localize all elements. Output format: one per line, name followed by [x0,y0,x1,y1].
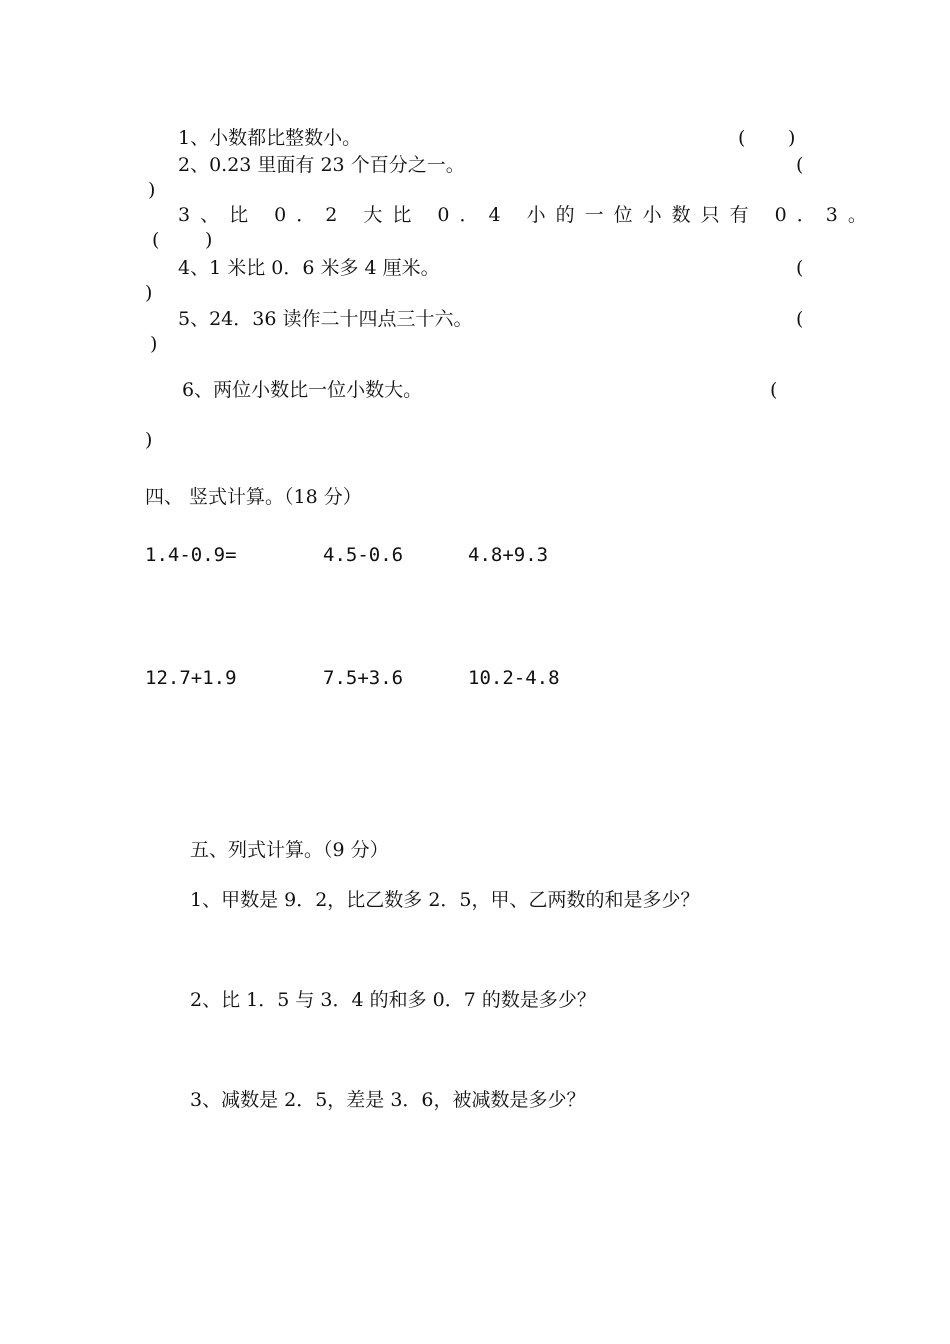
judge-q3-close-paren: ) [205,229,213,251]
judge-q2-open-paren: ( [796,154,804,176]
calc-r2-c2: 7.5+3.6 [323,667,404,689]
judge-q1-open-paren: ( [738,127,746,149]
judge-q1-close-paren: ) [788,127,796,149]
judge-q6-open-paren: ( [770,379,778,401]
judge-q2-close-paren: ) [148,179,156,201]
judge-q3-open-paren: ( [152,229,160,251]
judge-q6-close-paren: ) [145,429,153,451]
judge-q5-close-paren: ) [150,333,158,355]
calc-r1-c1: 1.4-0.9= [145,544,237,566]
calc-r1-c3: 4.8+9.3 [468,544,549,566]
judge-q4-close-paren: ) [145,282,153,304]
section4-title: 四、 竖式计算。（18 分） [145,486,362,508]
section5-q3: 3、减数是 2．5，差是 3．6，被减数是多少？ [190,1089,586,1111]
judge-q5-text: 5、24．36 读作二十四点三十六。 [178,308,473,330]
judge-q5-open-paren: ( [796,308,804,330]
calc-r2-c1: 12.7+1.9 [145,667,237,689]
judge-q1-text: 1、小数都比整数小。 [178,127,362,149]
judge-q4-open-paren: ( [796,257,804,279]
judge-q4-text: 4、1 米比 0．6 米多 4 厘米。 [178,257,440,279]
calc-r2-c3: 10.2-4.8 [468,667,560,689]
section5-q1: 1、甲数是 9．2，比乙数多 2．5，甲、乙两数的和是多少？ [190,889,700,911]
judge-q2-text: 2、0.23 里面有 23 个百分之一。 [178,154,465,176]
calc-r1-c2: 4.5-0.6 [323,544,404,566]
section5-title: 五、列式计算。（9 分） [190,839,389,861]
judge-q6-text: 6、两位小数比一位小数大。 [182,379,423,401]
section5-q2: 2、比 1．5 与 3．4 的和多 0．7 的数是多少？ [190,989,596,1011]
judge-q3-text: 3、比 0．2 大比 0．4 小的一位小数只有 0．3。 [178,204,877,226]
